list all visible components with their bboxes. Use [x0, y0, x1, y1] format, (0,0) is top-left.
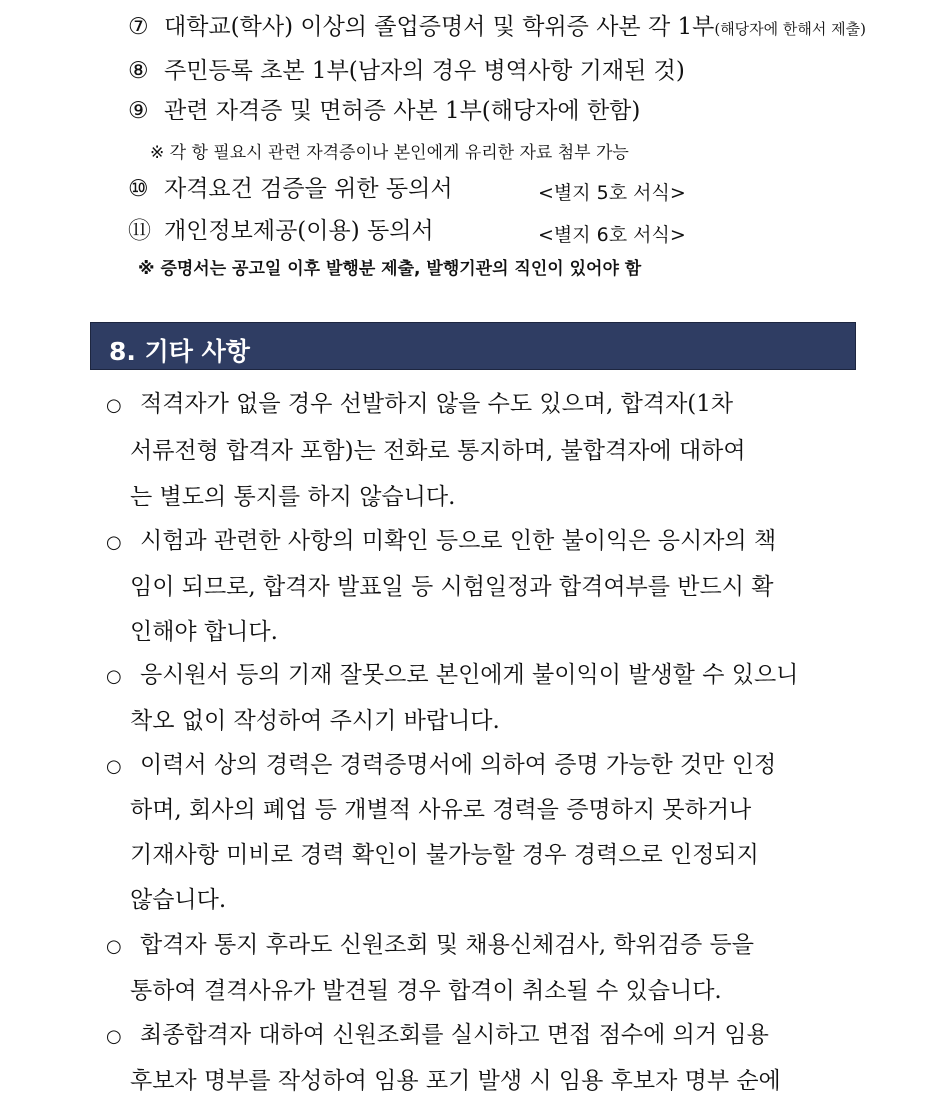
form-reference: <별지 5호 서식> — [538, 182, 686, 204]
item-number: ⑩ — [128, 176, 149, 202]
section-header — [90, 322, 856, 370]
paragraph-5-line-2: 통하여 결격사유가 발견될 경우 합격이 취소될 수 있습니다. — [130, 978, 722, 1004]
circle-bullet-icon: ○ — [106, 666, 122, 687]
item-text: 자격요건 검증을 위한 동의서 — [164, 176, 453, 202]
paragraph-6-line-2: 후보자 명부를 작성하여 임용 포기 발생 시 임용 후보자 명부 순에 — [130, 1068, 781, 1094]
section-title: 8. 기타 사항 — [109, 337, 250, 366]
paragraph-2-line-1: ○ 시험과 관련한 사항의 미확인 등으로 인한 불이익은 응시자의 책 — [106, 526, 776, 558]
item-text: 대학교(학사) 이상의 졸업증명서 및 학위증 사본 각 1부 — [164, 14, 715, 40]
circle-bullet-icon: ○ — [106, 936, 122, 957]
paragraph-4-line-1: ○ 이력서 상의 경력은 경력증명서에 의하여 증명 가능한 것만 인정 — [106, 750, 776, 782]
paragraph-4-line-2: 하며, 회사의 폐업 등 개별적 사유로 경력을 증명하지 못하거나 — [130, 797, 752, 823]
list-item-10 — [128, 174, 453, 204]
list-item-11 — [128, 216, 434, 246]
paragraph-1-line-1: ○ 적격자가 없을 경우 선발하지 않을 수도 있으며, 합격자(1차 — [106, 389, 733, 421]
paragraph-4-line-4: 않습니다. — [130, 887, 227, 913]
item-text: 관련 자격증 및 면허증 사본 1부(해당자에 한함) — [164, 98, 641, 124]
note-certificate: ※ 증명서는 공고일 이후 발행분 제출, 발행기관의 직인이 있어야 함 — [138, 259, 642, 279]
form-reference: <별지 6호 서식> — [538, 224, 686, 246]
item-note: (해당자에 한해서 제출) — [714, 20, 866, 38]
item-number: ⑧ — [128, 58, 149, 84]
paragraph-5-line-1: ○ 합격자 통지 후라도 신원조회 및 채용신체검사, 학위검증 등을 — [106, 930, 754, 962]
list-item-7 — [128, 12, 866, 44]
circle-bullet-icon: ○ — [106, 532, 122, 553]
paragraph-3-line-2: 착오 없이 작성하여 주시기 바랍니다. — [130, 708, 500, 734]
paragraph-2-line-2: 임이 되므로, 합격자 발표일 등 시험일정과 합격여부를 반드시 확 — [130, 574, 774, 600]
item-text: 주민등록 초본 1부(남자의 경우 병역사항 기재된 것) — [164, 58, 685, 84]
item-number: ⑦ — [128, 14, 149, 40]
paragraph-4-line-3: 기재사항 미비로 경력 확인이 불가능할 경우 경력으로 인정되지 — [130, 842, 759, 868]
list-item-8 — [128, 56, 685, 86]
item-number: ⑪ — [128, 218, 151, 244]
paragraph-1-line-3: 는 별도의 통지를 하지 않습니다. — [130, 484, 456, 510]
paragraph-3-line-1: ○ 응시원서 등의 기재 잘못으로 본인에게 불이익이 발생할 수 있으니 — [106, 660, 798, 692]
paragraph-2-line-3: 인해야 합니다. — [130, 619, 278, 645]
item-text: 개인정보제공(이용) 동의서 — [164, 218, 434, 244]
paragraph-1-line-2: 서류전형 합격자 포함)는 전화로 통지하며, 불합격자에 대하여 — [130, 438, 746, 464]
circle-bullet-icon: ○ — [106, 1026, 122, 1047]
circle-bullet-icon: ○ — [106, 756, 122, 777]
circle-bullet-icon: ○ — [106, 395, 122, 416]
item-number: ⑨ — [128, 98, 149, 124]
paragraph-6-line-1: ○ 최종합격자 대하여 신원조회를 실시하고 면접 점수에 의거 임용 — [106, 1020, 769, 1052]
note-attachment: ※ 각 항 필요시 관련 자격증이나 본인에게 유리한 자료 첨부 가능 — [150, 143, 629, 163]
list-item-9 — [128, 96, 640, 126]
